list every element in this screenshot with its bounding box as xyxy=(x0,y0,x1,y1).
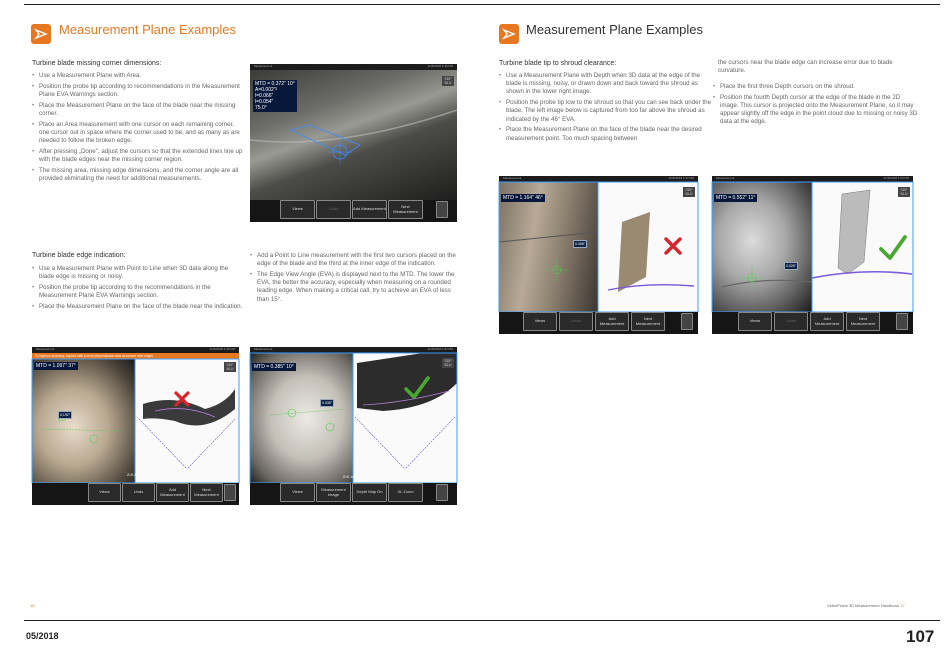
mtd-readout: MTD = 0.552" 11° xyxy=(716,195,756,201)
mtd-readout: MTD = 1.097" 37° xyxy=(36,363,76,369)
softkey-bar xyxy=(499,312,698,334)
status-bar: Measurement 2/15/2018 1:37 PM xyxy=(250,347,457,353)
menu-button[interactable] xyxy=(436,484,448,501)
measurement-value: 0.026" xyxy=(786,264,797,268)
undo-button[interactable]: Undo xyxy=(122,483,155,502)
left-page-number: 16 xyxy=(30,603,35,608)
screenshot-shroud-right xyxy=(712,176,913,334)
softkey-bar xyxy=(32,483,239,505)
views-button[interactable]: Views xyxy=(738,312,772,331)
status-bar: Measurement 2/15/2018 1:35 PM xyxy=(250,64,457,70)
live-image-2d xyxy=(712,182,812,312)
screenshot-shroud-wrong xyxy=(499,176,698,334)
right-page-title: Measurement Plane Examples xyxy=(526,22,704,37)
list-item: • The missing area, missing edge dimensions, and the corner angle are all provided eliminating the need for additional measurements. xyxy=(32,167,246,183)
next-measurement-button[interactable]: Next Measurement xyxy=(631,312,665,331)
views-button[interactable]: Views xyxy=(280,200,315,219)
live-image-2d xyxy=(499,182,598,312)
list-item: • Position the probe tip according to the recommendations in the Measurement Plane EVA Warnings section. xyxy=(32,284,244,300)
footer-page-number: 107 xyxy=(906,627,935,646)
point-cloud-view xyxy=(812,182,913,312)
undo-button[interactable]: Undo xyxy=(774,312,808,331)
z-readout: Z=0.140" xyxy=(343,475,358,479)
screenshot-missing-corner xyxy=(250,64,457,222)
list-item: • Place an Area measurement with one cursor on each remaining corner, one cursor out in space where the corner used to be, and as many as are needed to follow the broken edge. xyxy=(32,121,246,146)
screenshot-edge-right xyxy=(250,347,457,505)
measurement-value: 0.192" xyxy=(60,413,71,417)
views-button[interactable]: Views xyxy=(280,483,315,502)
edge-indication-bullets xyxy=(32,265,244,314)
section-heading-tip-clearance: Turbine blade tip to shroud clearance: xyxy=(499,60,617,67)
softkey-bar xyxy=(250,483,457,505)
live-image-2d xyxy=(250,353,353,483)
right-page-footer xyxy=(827,603,905,608)
list-item: • Use a Measurement Plane with Area. xyxy=(32,72,246,80)
status-bar: Measurement 2/15/2018 1:50 PM xyxy=(712,176,913,182)
list-item: • Place the Measurement Plane on the face of the blade near the missing corner. xyxy=(32,102,246,118)
menu-button[interactable] xyxy=(224,484,236,501)
live-image-2d xyxy=(32,359,135,483)
missing-corner-bullets xyxy=(32,72,246,186)
left-page-title: Measurement Plane Examples xyxy=(59,22,237,37)
measurement-value: 0.035" xyxy=(322,401,333,405)
menu-button[interactable] xyxy=(896,313,908,330)
list-item: • Use a Measurement Plane with Depth when 3D data at the edge of the blade is missing, noisy, or drawn down and back toward the shroud as shown in the lower right image. xyxy=(499,72,713,97)
right-page-number: 17 xyxy=(900,603,905,608)
undo-button[interactable]: Undo xyxy=(316,200,351,219)
list-item: • Position the fourth Depth cursor at the edge of the blade in the 2D image. This cursor is projected onto the Measurement Plane, so it may appear slightly off the edge in the point cloud due to missing or noisy 3D data at the edge. xyxy=(713,94,918,127)
next-measurement-button[interactable]: Next Measurement xyxy=(846,312,880,331)
softkey-bar xyxy=(712,312,913,334)
list-item: • Add a Point to Line measurement with the first two cursors placed on the edge of the blade and the third at the inner edge of the indication. xyxy=(250,252,460,268)
edge-indication-bullets-col2 xyxy=(250,252,460,306)
list-item: • Use a Measurement Plane with Point to Line when 3D data along the blade edge is missing or noisy. xyxy=(32,265,244,281)
menu-button[interactable] xyxy=(681,313,693,330)
sdf-badge: SDF BLU xyxy=(442,76,454,86)
wrong-mark-icon xyxy=(663,236,683,256)
section-heading-missing-corner: Turbine blade missing corner dimensions: xyxy=(32,60,162,67)
correct-check-icon xyxy=(403,375,431,401)
status-bar: Measurement 2/15/2018 1:47 PM xyxy=(499,176,698,182)
list-item: • Position the probe tip low to the shroud so that you can see back under the blade. The left image below is captured from too far above the shroud as indicated by the 46° EVA. xyxy=(499,99,713,124)
correct-check-icon xyxy=(878,234,908,262)
list-item: • The Edge View Angle (EVA) is displayed next to the MTD. The lower the EVA, the better the accuracy, especially when measuring on a rounded leading edge. When making a critical call, try to achieve an EVA of less than 15°. xyxy=(250,271,460,304)
depth-map-button[interactable]: Depth Map On xyxy=(352,483,387,502)
list-item: • Place the Measurement Plane on the face of the blade near the indication. xyxy=(32,303,244,311)
screenshot-edge-wrong xyxy=(32,347,239,505)
measurement-plane-icon xyxy=(31,24,51,44)
accuracy-warning: To improve accuracy, capture with a more perpendicular view at cursors near edges xyxy=(32,353,239,359)
measurement-plane-icon xyxy=(499,24,519,44)
next-measurement-button[interactable]: Next Measurement xyxy=(190,483,223,502)
sdf-badge: SDF BLU xyxy=(898,187,910,197)
sdf-badge: SDF BLU xyxy=(224,362,236,372)
add-measurement-button[interactable]: Add Measurement xyxy=(352,200,387,219)
status-bar: Measurement 2/15/2018 1:36 PM xyxy=(32,347,239,353)
undo-button[interactable]: Undo xyxy=(559,312,593,331)
add-measurement-button[interactable]: Add Measurement xyxy=(810,312,844,331)
views-button[interactable]: Views xyxy=(523,312,557,331)
mtd-readout: MTD = 0.372" 10° A=0.002"² l=0.066" l=0.054" 75.0° xyxy=(255,81,295,111)
point-cloud-view xyxy=(127,359,239,483)
list-item: • Place the Measurement Plane on the face of the blade near the desired measurement point. Too much spacing between xyxy=(499,126,713,142)
list-item: • After pressing „Done", adjust the cursors so that the extended lines line up with the blade edges near the missing corner region. xyxy=(32,148,246,164)
measurement-value: 0.308" xyxy=(575,242,586,246)
point-cloud-view xyxy=(343,353,457,483)
top-rule xyxy=(24,4,940,5)
measurement-image-button[interactable]: Measurement Image xyxy=(316,483,351,502)
live-image xyxy=(250,70,457,200)
z-readout: Z=0.454" xyxy=(127,473,142,477)
wrong-mark-icon xyxy=(173,390,191,408)
xl-zoom-button[interactable]: XL Zoom xyxy=(388,483,423,502)
menu-button[interactable] xyxy=(436,201,448,218)
point-cloud-view xyxy=(598,182,698,312)
sdf-badge: SDF BLU xyxy=(442,358,454,368)
next-measurement-button[interactable]: Next Measurement xyxy=(388,200,423,219)
add-measurement-button[interactable]: Add Measurement xyxy=(156,483,189,502)
mtd-readout: MTD = 0.385" 10° xyxy=(254,364,294,370)
footer-date: 05/2018 xyxy=(26,631,59,641)
section-heading-edge-indication: Turbine blade edge indication: xyxy=(32,252,126,259)
list-item: • Place the first three Depth cursors on the shroud. xyxy=(713,83,918,91)
views-button[interactable]: Views xyxy=(88,483,121,502)
mtd-readout: MTD = 1.164" 46° xyxy=(503,195,543,201)
tip-clearance-bullets-col2 xyxy=(713,83,918,129)
handbook-label: VideoProbe 3D Measurement Handbook xyxy=(827,603,899,608)
tip-clearance-bullets xyxy=(499,72,713,145)
tip-clearance-continuation: the cursors near the blade edge can increase error due to blade curvature. xyxy=(718,59,893,75)
bottom-rule xyxy=(24,620,940,621)
list-item: • Position the probe tip according to recommendations in the Measurement Plane EVA Warnings section. xyxy=(32,83,246,99)
softkey-bar xyxy=(250,200,457,222)
add-measurement-button[interactable]: Add Measurement xyxy=(595,312,629,331)
sdf-badge: SDF BLU xyxy=(683,187,695,197)
